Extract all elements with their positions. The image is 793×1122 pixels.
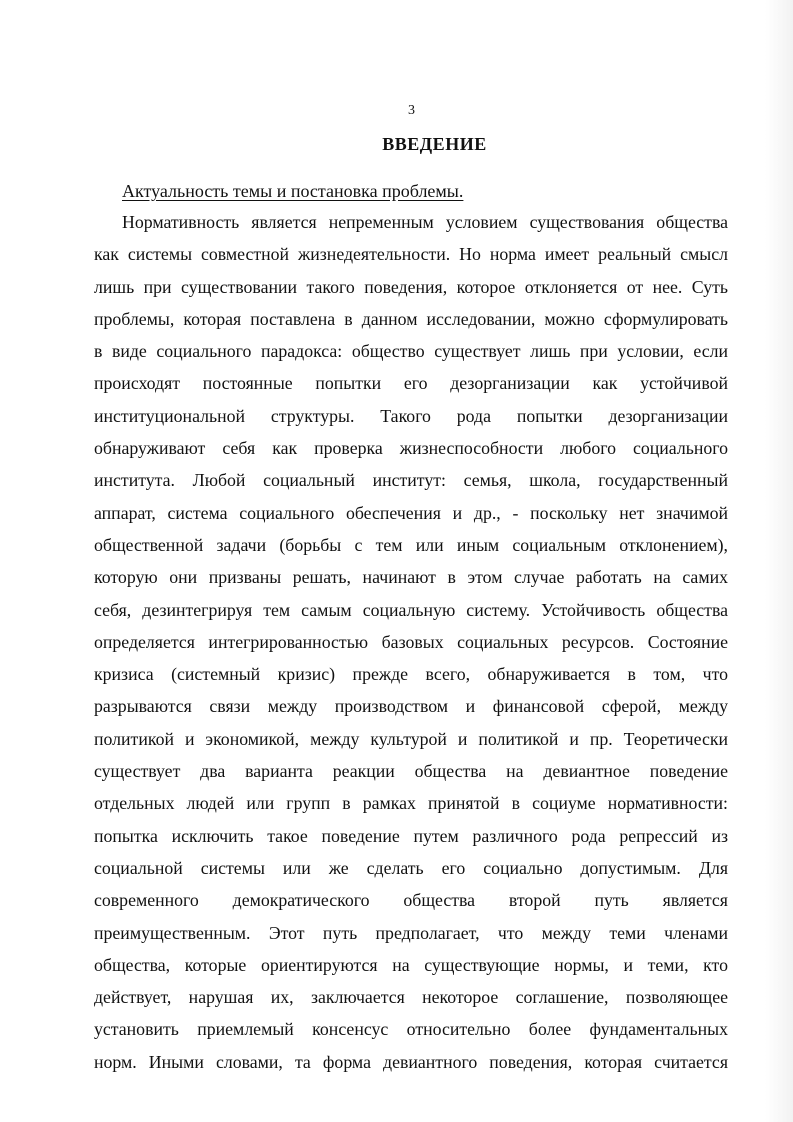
text-line: действует, нарушая их, заключается некоторое соглашение, позволяющее: [94, 987, 728, 1008]
text-line: общества, которые ориентируются на существующие нормы, и теми, кто: [94, 954, 728, 975]
text-line: обнаруживают себя как проверка жизнеспособности любого социального: [94, 438, 728, 459]
text-line: политикой и экономикой, между культурой и политикой и пр. Теоретически: [94, 728, 728, 749]
text-line: преимущественным. Этот путь предполагает, что между теми членами: [94, 922, 728, 943]
text-line: отдельных людей или групп в рамках принятой в социуме нормативности:: [94, 793, 728, 814]
text-line: лишь при существовании такого поведения, которое отклоняется от нее. Суть: [94, 276, 728, 297]
text-line: определяется интегрированностью базовых социальных ресурсов. Состояние: [94, 631, 728, 652]
text-line: происходят постоянные попытки его дезорганизации как устойчивой: [94, 373, 728, 394]
text-line: которую они призваны решать, начинают в этом случае работать на самих: [94, 567, 728, 588]
text-line: попытка исключить такое поведение путем различного рода репрессий из: [94, 825, 728, 846]
text-line: разрываются связи между производством и финансовой сферой, между: [94, 696, 728, 717]
scan-edge-shadow: [765, 0, 793, 1122]
section-subheading: Актуальность темы и постановка проблемы.: [122, 181, 464, 201]
text-line: установить приемлемый консенсус относительно более фундаментальных: [94, 1019, 728, 1040]
text-line: существует два варианта реакции общества на девиантное поведение: [94, 761, 728, 782]
text-line: в виде социального парадокса: общество существует лишь при условии, если: [94, 341, 728, 362]
text-line: социальной системы или же сделать его социально допустимым. Для: [94, 857, 728, 878]
section-heading: ВВЕДЕНИЕ: [382, 134, 487, 154]
text-line: как системы совместной жизнедеятельности. Но норма имеет реальный смысл: [94, 244, 728, 265]
text-line: себя, дезинтегрируя тем самым социальную систему. Устойчивость общества: [94, 599, 728, 620]
text-line: института. Любой социальный институт: семья, школа, государственный: [94, 470, 728, 491]
text-line: институциональной структуры. Такого рода попытки дезорганизации: [94, 405, 728, 426]
text-line: норм. Иными словами, та форма девиантного поведения, которая считается: [94, 1051, 728, 1072]
text-line: аппарат, система социального обеспечения и др., - поскольку нет значимой: [94, 502, 728, 523]
text-line: кризиса (системный кризис) прежде всего, обнаруживается в том, что: [94, 664, 728, 685]
text-line: проблемы, которая поставлена в данном исследовании, можно сформулировать: [94, 308, 728, 329]
text-line: Нормативность является непременным условием существования общества: [122, 212, 728, 232]
page-number: 3: [408, 103, 415, 118]
text-line: современного демократического общества второй путь является: [94, 890, 728, 911]
body-text: [94, 206, 728, 1078]
text-line: общественной задачи (борьбы с тем или иным социальным отклонением),: [94, 534, 728, 555]
